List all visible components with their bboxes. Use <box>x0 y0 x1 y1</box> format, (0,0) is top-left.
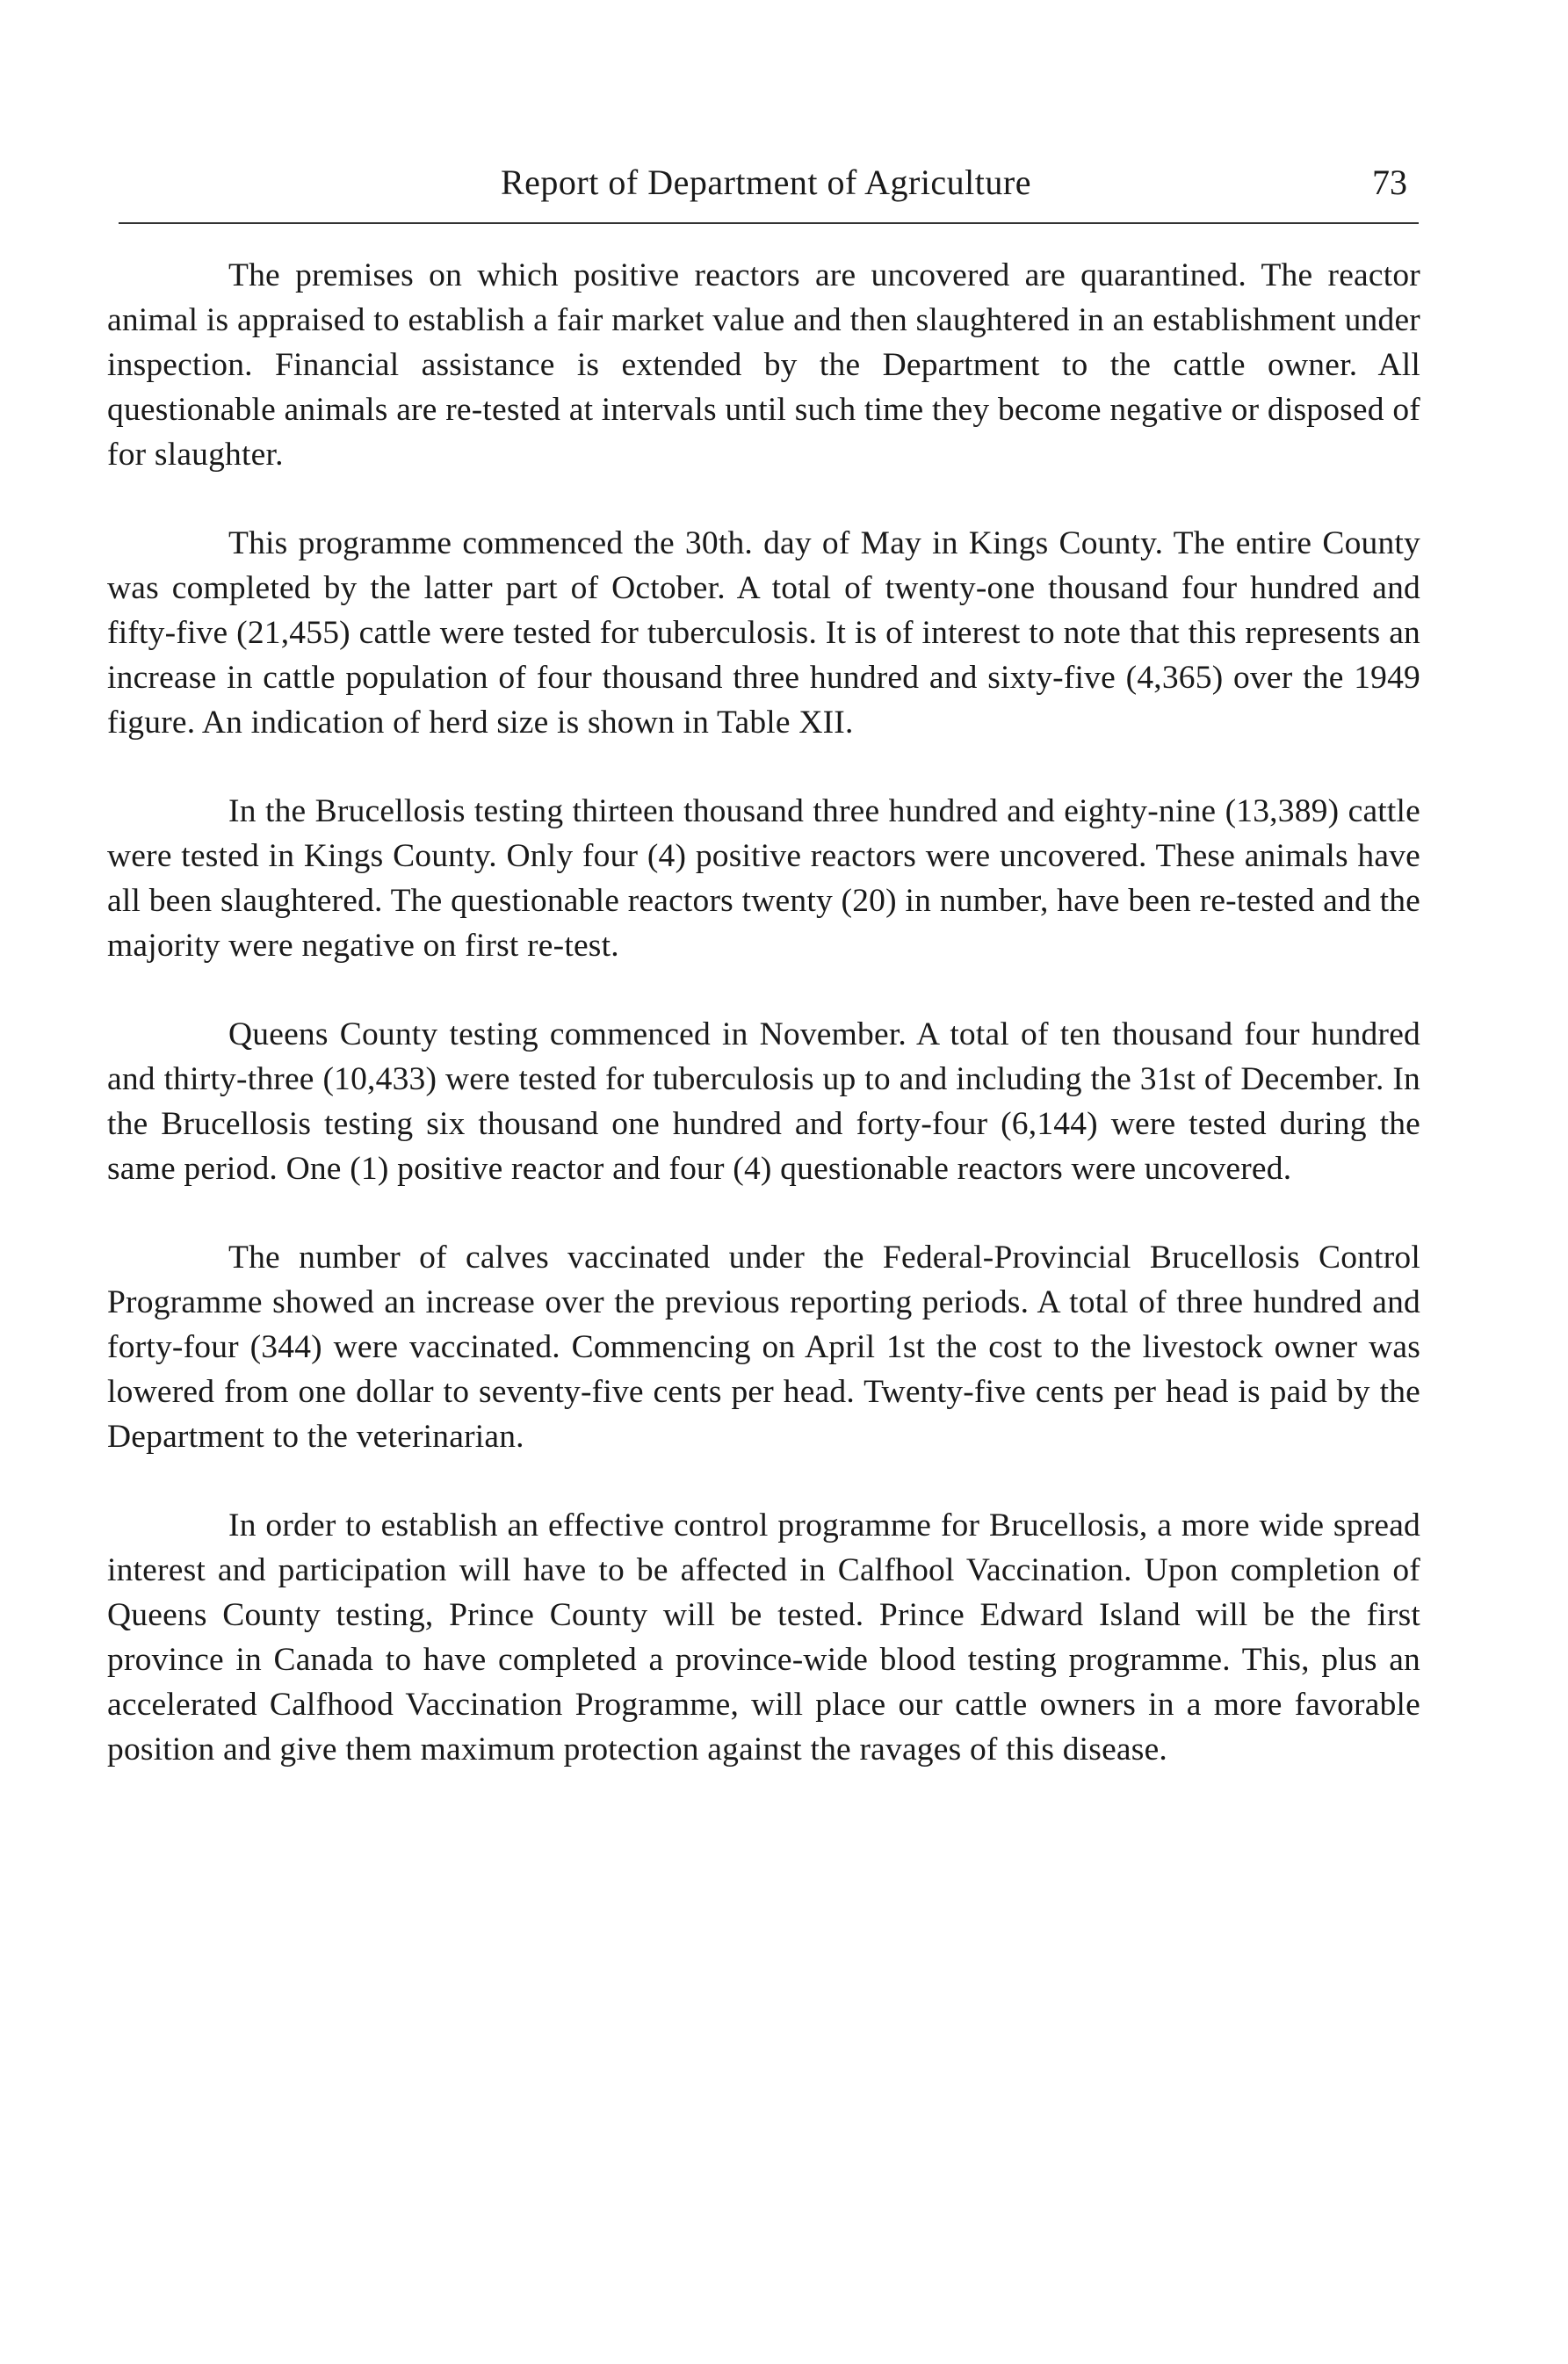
paragraph-kings-county-tuberculosis: This programme commenced the 30th. day of May in Kings County. The entire County was completed by the latter part of October. A total of twenty-one thousand four hundred and fifty-five (21,455) cattle were tested for tuberculosis. It is of interest to note that this represents an increase in cattle population of four thousand three hundred and sixty-five (4,365) over the 1949 figure. An indication of herd size is shown in Table XII. <box>107 525 1420 741</box>
header-rule <box>119 222 1419 224</box>
paragraph-queens-county-testing: Queens County testing commenced in November. A total of ten thousand four hundred and thirty-three (10,433) were tested for tuberculosis up to and including the 31st of December. In the Brucellosis testing six thousand one hundred and forty-four (6,144) were tested during the same period. One (1) positive reactor and four (4) questionable reactors were uncovered. <box>107 1016 1420 1187</box>
paragraph-quarantine: The premises on which positive reactors are uncovered are quarantined. The reactor animal is appraised to establish a fair market value and then slaughtered in an establishment under inspection. Financial assistance is extended by the Department to the cattle owner. All questionable animals are re-tested at intervals until such time they become negative or disposed of for slaughter. <box>107 257 1420 473</box>
paragraph-control-programme: In order to establish an effective control programme for Brucellosis, a more wide spread interest and participation will have to be affected in Calfhool Vaccination. Upon completion of Queens County testing, Prince County will be tested. Prince Edward Island will be the first province in Canada to have completed a province-wide blood testing programme. This, plus an accelerated Calfhood Vaccination Programme, will place our cattle owners in a more favorable position and give them maximum protection against the ravages of this disease. <box>107 1507 1420 1768</box>
page-number: 73 <box>1372 163 1407 202</box>
body-text <box>107 253 1420 1816</box>
paragraph-kings-county-brucellosis: In the Brucellosis testing thirteen thousand three hundred and eighty-nine (13,389) cattle were tested in Kings County. Only four (4) positive reactors were uncovered. These animals have all been slaughtered. The questionable reactors twenty (20) in number, have been re-tested and the majority were negative on first re-test. <box>107 793 1420 964</box>
running-head-title: Report of Department of Agriculture <box>501 163 1031 202</box>
running-head <box>107 162 1425 211</box>
paragraph-calf-vaccination: The number of calves vaccinated under the Federal-Provincial Brucellosis Control Programme showed an increase over the previous reporting periods. A total of three hundred and forty-four (344) were vaccinated. Commencing on April 1st the cost to the livestock owner was lowered from one dollar to seventy-five cents per head. Twenty-five cents per head is paid by the Department to the veterinarian. <box>107 1240 1420 1455</box>
